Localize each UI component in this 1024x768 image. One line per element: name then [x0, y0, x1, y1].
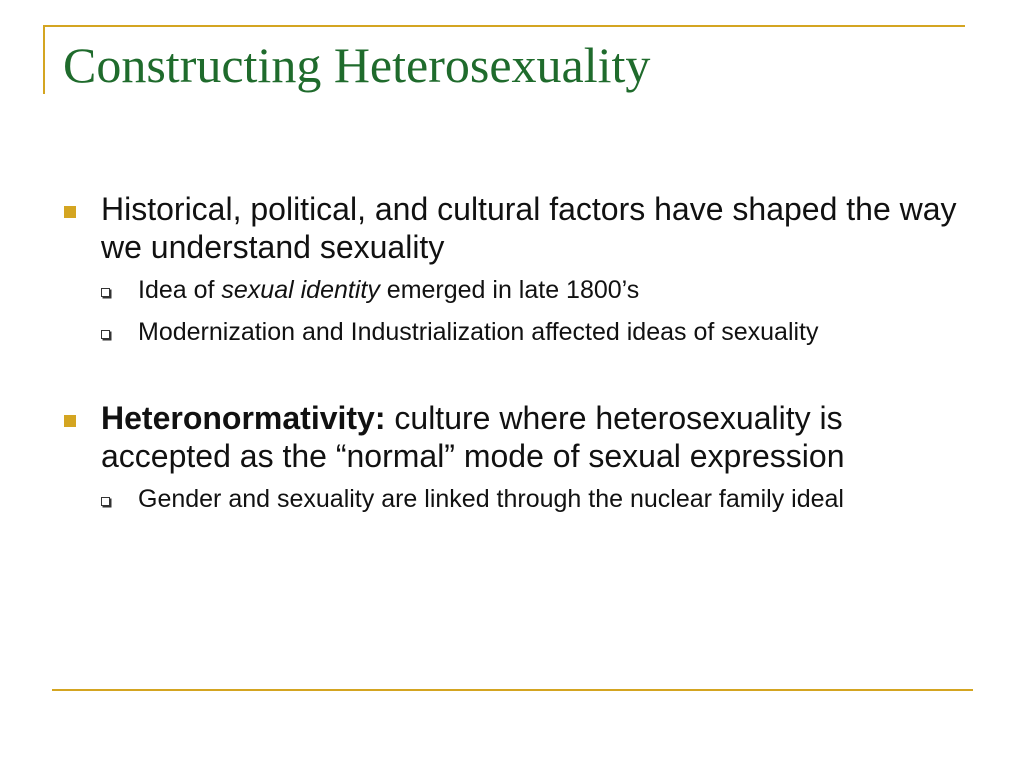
hollow-square-bullet-icon	[101, 330, 110, 339]
hollow-square-bullet-icon	[101, 288, 110, 297]
square-bullet-icon	[64, 206, 76, 218]
left-rule	[43, 25, 45, 94]
square-bullet-icon	[64, 415, 76, 427]
bullet-text: Historical, political, and cultural factors have shaped the way we understand sexuality	[101, 191, 957, 265]
bullet-heteronormativity	[64, 399, 974, 518]
sub-bullet-modernization	[101, 314, 974, 351]
slide-title: Constructing Heterosexuality	[63, 37, 651, 93]
top-rule	[43, 25, 965, 27]
bullet-term: Heteronormativity:	[101, 400, 386, 436]
sub-bullet-prefix: Idea of	[138, 276, 222, 304]
sub-bullet-nuclear-family	[101, 481, 974, 518]
sub-bullet-list	[101, 481, 974, 518]
sub-bullet-text: Gender and sexuality are linked through the nuclear family ideal	[138, 485, 844, 513]
sub-bullet-list	[101, 272, 974, 351]
bottom-rule	[52, 689, 973, 691]
hollow-square-bullet-icon	[101, 497, 110, 506]
slide-body	[64, 190, 974, 523]
sub-bullet-emphasis: sexual identity	[221, 276, 380, 304]
sub-bullet-sexual-identity	[101, 272, 974, 309]
bullet-historical-factors	[64, 190, 974, 351]
sub-bullet-suffix: emerged in late 1800’s	[379, 276, 640, 304]
bullet-text: culture where heterosexuality is accepted as the “normal” mode of sexual expression	[101, 400, 845, 474]
sub-bullet-text: Modernization and Industrialization affected ideas of sexuality	[138, 318, 819, 346]
